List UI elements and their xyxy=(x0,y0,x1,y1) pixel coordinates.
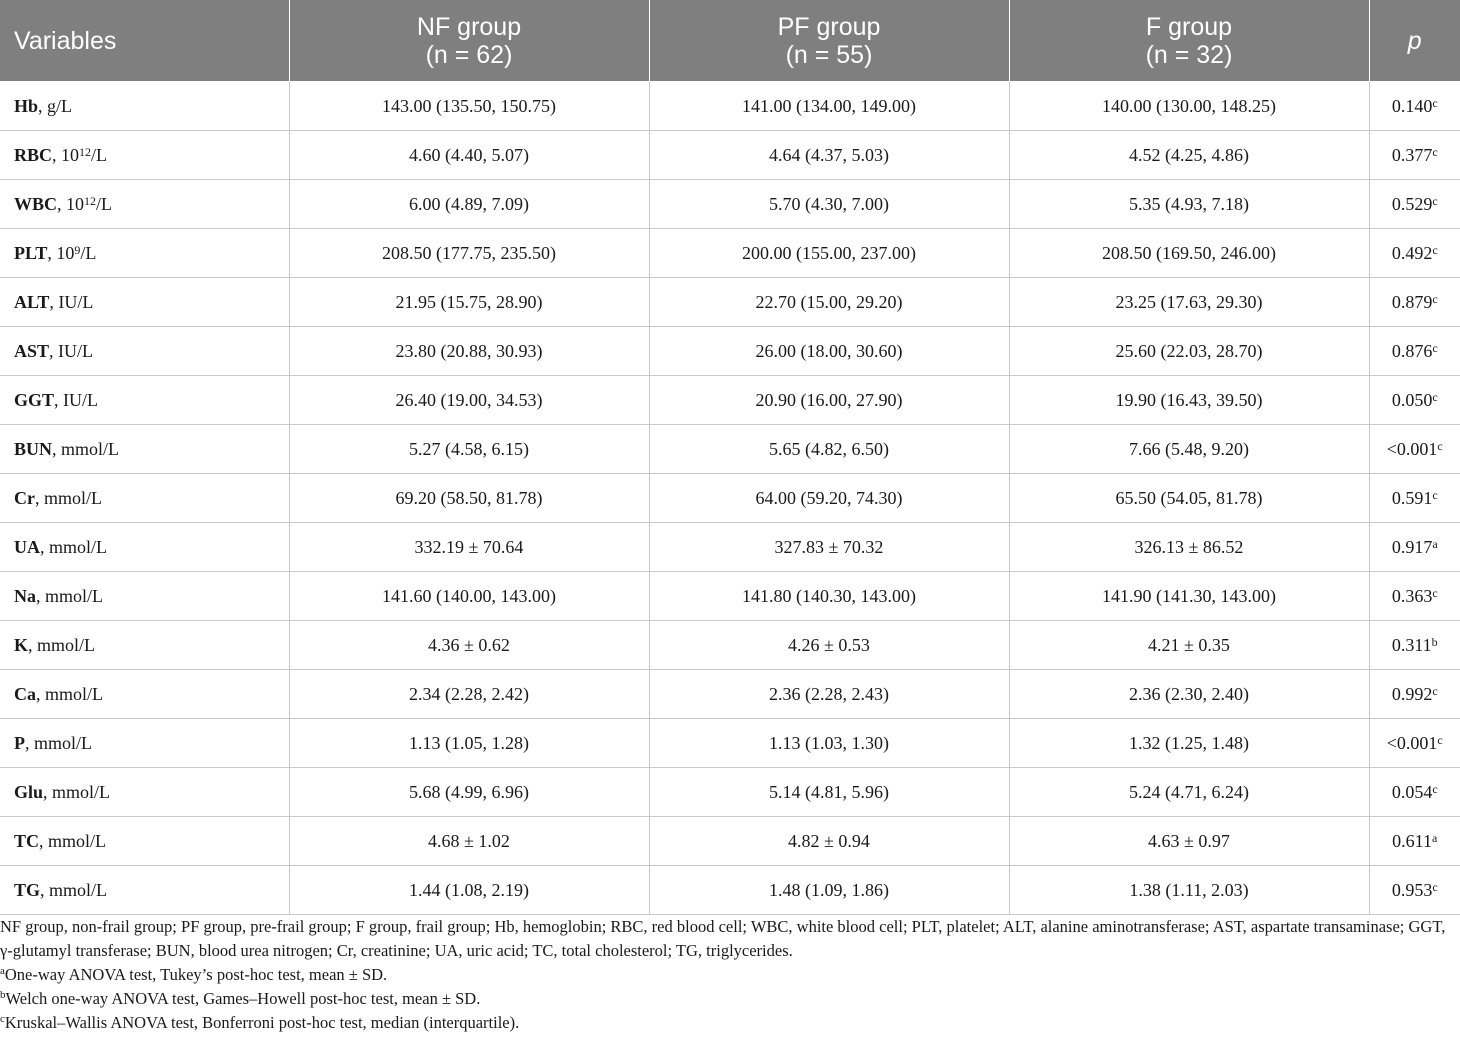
f-value-cell: 4.21 ± 0.35 xyxy=(1009,621,1369,670)
table-body xyxy=(0,82,1460,915)
table-row xyxy=(0,621,1460,670)
variable-name: Glu xyxy=(14,781,44,802)
f-value-cell: 5.35 (4.93, 7.18) xyxy=(1009,180,1369,229)
variable-cell xyxy=(0,572,289,621)
table-row xyxy=(0,131,1460,180)
f-value-cell: 65.50 (54.05, 81.78) xyxy=(1009,474,1369,523)
nf-value-cell: 332.19 ± 70.64 xyxy=(289,523,649,572)
nf-value-cell: 2.34 (2.28, 2.42) xyxy=(289,670,649,719)
abbreviations-note: NF group, non-frail group; PF group, pre-frail group; F group, frail group; Hb, hemoglobin; RBC, red blood cell; WBC, white blood cell; PLT, platelet; ALT, alanine aminotransferase; AST, aspartate transaminase; GGT, γ-glutamyl transferase; BUN, blood urea nitrogen; Cr, creatinine; UA, uric acid; TC, total cholesterol; TG, triglycerides. xyxy=(0,917,1446,960)
variable-cell xyxy=(0,621,289,670)
nf-value-cell: 4.60 (4.40, 5.07) xyxy=(289,131,649,180)
p-value-footnote-mark: a xyxy=(1432,536,1438,551)
variable-cell xyxy=(0,82,289,131)
header-nf-title: NF group xyxy=(416,12,522,41)
footnote-text: Kruskal–Wallis ANOVA test, Bonferroni post-hoc test, median (interquartile). xyxy=(4,1013,520,1032)
footnote-mark: b xyxy=(0,988,6,1001)
p-value-footnote-mark: c xyxy=(1432,585,1438,600)
pf-value-cell: 20.90 (16.00, 27.90) xyxy=(649,376,1009,425)
variable-unit: , IU/L xyxy=(54,389,99,410)
p-value: 0.529 xyxy=(1391,193,1433,214)
table-header xyxy=(0,0,1460,82)
variable-cell xyxy=(0,180,289,229)
variable-cell xyxy=(0,817,289,866)
p-value-cell xyxy=(1369,376,1460,425)
p-value-footnote-mark: c xyxy=(1432,193,1438,208)
p-value: 0.377 xyxy=(1391,144,1433,165)
p-value-footnote-mark: c xyxy=(1432,242,1438,257)
f-value-cell: 1.38 (1.11, 2.03) xyxy=(1009,866,1369,915)
pf-value-cell: 4.26 ± 0.53 xyxy=(649,621,1009,670)
p-value: 0.876 xyxy=(1391,340,1433,361)
p-value-footnote-mark: c xyxy=(1437,732,1443,747)
header-nf-group xyxy=(289,0,649,82)
variable-cell xyxy=(0,131,289,180)
header-p-value: p xyxy=(1369,0,1460,82)
variable-name: TG xyxy=(14,879,41,900)
header-nf-count: (n = 62) xyxy=(425,40,513,69)
variable-cell xyxy=(0,278,289,327)
p-value: 0.591 xyxy=(1391,487,1433,508)
p-value: 0.140 xyxy=(1391,95,1433,116)
variable-unit: , IU/L xyxy=(49,340,94,361)
p-value: 0.611 xyxy=(1392,830,1432,851)
variable-cell xyxy=(0,327,289,376)
variable-cell xyxy=(0,768,289,817)
p-value: 0.363 xyxy=(1391,585,1433,606)
table-row xyxy=(0,82,1460,131)
variable-name: K xyxy=(14,634,29,655)
table-row xyxy=(0,425,1460,474)
nf-value-cell: 1.13 (1.05, 1.28) xyxy=(289,719,649,768)
variable-name: Hb xyxy=(14,95,39,116)
pf-value-cell: 5.14 (4.81, 5.96) xyxy=(649,768,1009,817)
p-value: 0.054 xyxy=(1391,781,1433,802)
pf-value-cell: 2.36 (2.28, 2.43) xyxy=(649,670,1009,719)
p-value-footnote-mark: c xyxy=(1432,144,1438,159)
table-row xyxy=(0,278,1460,327)
variable-name: Ca xyxy=(14,683,36,704)
variable-unit: , mmol/L xyxy=(36,683,103,704)
f-value-cell: 7.66 (5.48, 9.20) xyxy=(1009,425,1369,474)
nf-value-cell: 4.68 ± 1.02 xyxy=(289,817,649,866)
variable-unit: , 10 xyxy=(52,144,80,165)
variable-cell xyxy=(0,523,289,572)
variable-unit: , mmol/L xyxy=(35,487,102,508)
p-value: 0.311 xyxy=(1391,634,1432,655)
p-value-cell xyxy=(1369,180,1460,229)
variable-cell xyxy=(0,425,289,474)
footnote-mark: a xyxy=(0,964,5,977)
p-value-footnote-mark: a xyxy=(1432,830,1438,845)
table-row xyxy=(0,180,1460,229)
variable-cell xyxy=(0,229,289,278)
p-value-cell xyxy=(1369,425,1460,474)
f-value-cell: 326.13 ± 86.52 xyxy=(1009,523,1369,572)
p-value: 0.492 xyxy=(1391,242,1433,263)
p-value-footnote-mark: c xyxy=(1437,438,1443,453)
variable-name: UA xyxy=(14,536,40,557)
p-value-cell xyxy=(1369,327,1460,376)
nf-value-cell: 143.00 (135.50, 150.75) xyxy=(289,82,649,131)
nf-value-cell: 5.27 (4.58, 6.15) xyxy=(289,425,649,474)
table-row xyxy=(0,572,1460,621)
header-f-group xyxy=(1009,0,1369,82)
footnote-a xyxy=(0,963,1460,987)
nf-value-cell: 5.68 (4.99, 6.96) xyxy=(289,768,649,817)
nf-value-cell: 23.80 (20.88, 30.93) xyxy=(289,327,649,376)
variable-name: P xyxy=(14,732,25,753)
p-value-footnote-mark: b xyxy=(1431,634,1438,649)
p-value-cell xyxy=(1369,82,1460,131)
variable-unit: , 10 xyxy=(57,193,85,214)
nf-value-cell: 69.20 (58.50, 81.78) xyxy=(289,474,649,523)
pf-value-cell: 64.00 (59.20, 74.30) xyxy=(649,474,1009,523)
variable-unit: , mmol/L xyxy=(43,781,111,802)
variable-unit: , mmol/L xyxy=(28,634,96,655)
table-row xyxy=(0,866,1460,915)
nf-value-cell: 4.36 ± 0.62 xyxy=(289,621,649,670)
p-value-footnote-mark: c xyxy=(1432,389,1438,404)
f-value-cell: 140.00 (130.00, 148.25) xyxy=(1009,82,1369,131)
table-row xyxy=(0,670,1460,719)
f-value-cell: 1.32 (1.25, 1.48) xyxy=(1009,719,1369,768)
variable-unit-suffix: /L xyxy=(91,144,108,165)
table-row xyxy=(0,327,1460,376)
variable-name: GGT xyxy=(14,389,55,410)
pf-value-cell: 1.13 (1.03, 1.30) xyxy=(649,719,1009,768)
unit-exponent: 12 xyxy=(84,193,97,208)
pf-value-cell: 141.00 (134.00, 149.00) xyxy=(649,82,1009,131)
f-value-cell: 2.36 (2.30, 2.40) xyxy=(1009,670,1369,719)
variable-cell xyxy=(0,866,289,915)
table-row xyxy=(0,376,1460,425)
header-row xyxy=(0,0,1460,82)
table-row xyxy=(0,523,1460,572)
pf-value-cell: 200.00 (155.00, 237.00) xyxy=(649,229,1009,278)
header-pf-count: (n = 55) xyxy=(785,40,873,69)
pf-value-cell: 5.65 (4.82, 6.50) xyxy=(649,425,1009,474)
variable-name: AST xyxy=(14,340,50,361)
p-value-cell xyxy=(1369,670,1460,719)
p-value-footnote-mark: c xyxy=(1432,781,1438,796)
p-value-cell xyxy=(1369,817,1460,866)
pf-value-cell: 327.83 ± 70.32 xyxy=(649,523,1009,572)
variable-name: ALT xyxy=(14,291,50,312)
variable-cell xyxy=(0,719,289,768)
p-value-footnote-mark: c xyxy=(1432,291,1438,306)
pf-value-cell: 26.00 (18.00, 30.60) xyxy=(649,327,1009,376)
header-f-count: (n = 32) xyxy=(1145,40,1233,69)
nf-value-cell: 6.00 (4.89, 7.09) xyxy=(289,180,649,229)
p-value-cell xyxy=(1369,278,1460,327)
variable-name: Na xyxy=(14,585,36,606)
table-row xyxy=(0,719,1460,768)
p-value: <0.001 xyxy=(1386,732,1438,753)
footnote-b xyxy=(0,987,1460,1011)
f-value-cell: 208.50 (169.50, 246.00) xyxy=(1009,229,1369,278)
footnote-text: Welch one-way ANOVA test, Games–Howell post-hoc test, mean ± SD. xyxy=(5,989,481,1008)
header-pf-title: PF group xyxy=(777,12,881,41)
footnote-c xyxy=(0,1011,1460,1035)
p-value-cell xyxy=(1369,229,1460,278)
footnote-text: One-way ANOVA test, Tukey’s post-hoc test, mean ± SD. xyxy=(4,965,388,984)
header-variables: Variables xyxy=(0,0,289,82)
f-value-cell: 23.25 (17.63, 29.30) xyxy=(1009,278,1369,327)
p-value-cell xyxy=(1369,768,1460,817)
f-value-cell: 4.52 (4.25, 4.86) xyxy=(1009,131,1369,180)
f-value-cell: 4.63 ± 0.97 xyxy=(1009,817,1369,866)
p-value-cell xyxy=(1369,131,1460,180)
footnote-mark: c xyxy=(0,1012,5,1025)
variable-name: BUN xyxy=(14,438,53,459)
p-value: 0.953 xyxy=(1391,879,1433,900)
f-value-cell: 141.90 (141.30, 143.00) xyxy=(1009,572,1369,621)
variable-unit: , mmol/L xyxy=(36,585,103,606)
p-value-footnote-mark: c xyxy=(1432,340,1438,355)
unit-exponent: 12 xyxy=(79,144,92,159)
variable-cell xyxy=(0,670,289,719)
variable-unit: , g/L xyxy=(38,95,73,116)
p-value: 0.992 xyxy=(1391,683,1433,704)
p-value: <0.001 xyxy=(1386,438,1438,459)
variable-unit: , mmol/L xyxy=(25,732,92,753)
variable-name: RBC xyxy=(14,144,53,165)
variable-name: PLT xyxy=(14,242,48,263)
table-notes xyxy=(0,915,1460,1035)
header-pf-group xyxy=(649,0,1009,82)
variable-unit-suffix: /L xyxy=(80,242,97,263)
variable-name: TC xyxy=(14,830,40,851)
variable-unit-suffix: /L xyxy=(96,193,113,214)
table-row xyxy=(0,817,1460,866)
pf-value-cell: 4.82 ± 0.94 xyxy=(649,817,1009,866)
f-value-cell: 5.24 (4.71, 6.24) xyxy=(1009,768,1369,817)
p-value-footnote-mark: c xyxy=(1432,487,1438,502)
variable-name: WBC xyxy=(14,193,58,214)
p-value: 0.879 xyxy=(1391,291,1433,312)
p-value-footnote-mark: c xyxy=(1432,683,1438,698)
variable-unit: , mmol/L xyxy=(40,536,107,557)
p-value-cell xyxy=(1369,719,1460,768)
p-value-footnote-mark: c xyxy=(1432,879,1438,894)
variable-unit: , 10 xyxy=(47,242,75,263)
header-f-title: F group xyxy=(1145,12,1233,41)
pf-value-cell: 4.64 (4.37, 5.03) xyxy=(649,131,1009,180)
nf-value-cell: 141.60 (140.00, 143.00) xyxy=(289,572,649,621)
pf-value-cell: 5.70 (4.30, 7.00) xyxy=(649,180,1009,229)
nf-value-cell: 21.95 (15.75, 28.90) xyxy=(289,278,649,327)
p-value-footnote-mark: c xyxy=(1432,95,1438,110)
p-value-cell xyxy=(1369,621,1460,670)
p-value-cell xyxy=(1369,572,1460,621)
variable-cell xyxy=(0,376,289,425)
nf-value-cell: 26.40 (19.00, 34.53) xyxy=(289,376,649,425)
p-value-cell xyxy=(1369,523,1460,572)
variable-unit: , mmol/L xyxy=(52,438,120,459)
table-row xyxy=(0,768,1460,817)
variable-unit: , mmol/L xyxy=(39,830,107,851)
p-value: 0.050 xyxy=(1391,389,1433,410)
nf-value-cell: 208.50 (177.75, 235.50) xyxy=(289,229,649,278)
pf-value-cell: 22.70 (15.00, 29.20) xyxy=(649,278,1009,327)
table-row xyxy=(0,229,1460,278)
p-value-cell xyxy=(1369,474,1460,523)
p-value: 0.917 xyxy=(1391,536,1433,557)
unit-exponent: 9 xyxy=(74,242,81,257)
table-row xyxy=(0,474,1460,523)
f-value-cell: 19.90 (16.43, 39.50) xyxy=(1009,376,1369,425)
variable-cell xyxy=(0,474,289,523)
variable-name: Cr xyxy=(14,487,35,508)
p-value-cell xyxy=(1369,866,1460,915)
variable-unit: , mmol/L xyxy=(40,879,108,900)
nf-value-cell: 1.44 (1.08, 2.19) xyxy=(289,866,649,915)
variable-unit: , IU/L xyxy=(49,291,94,312)
pf-value-cell: 141.80 (140.30, 143.00) xyxy=(649,572,1009,621)
f-value-cell: 25.60 (22.03, 28.70) xyxy=(1009,327,1369,376)
pf-value-cell: 1.48 (1.09, 1.86) xyxy=(649,866,1009,915)
